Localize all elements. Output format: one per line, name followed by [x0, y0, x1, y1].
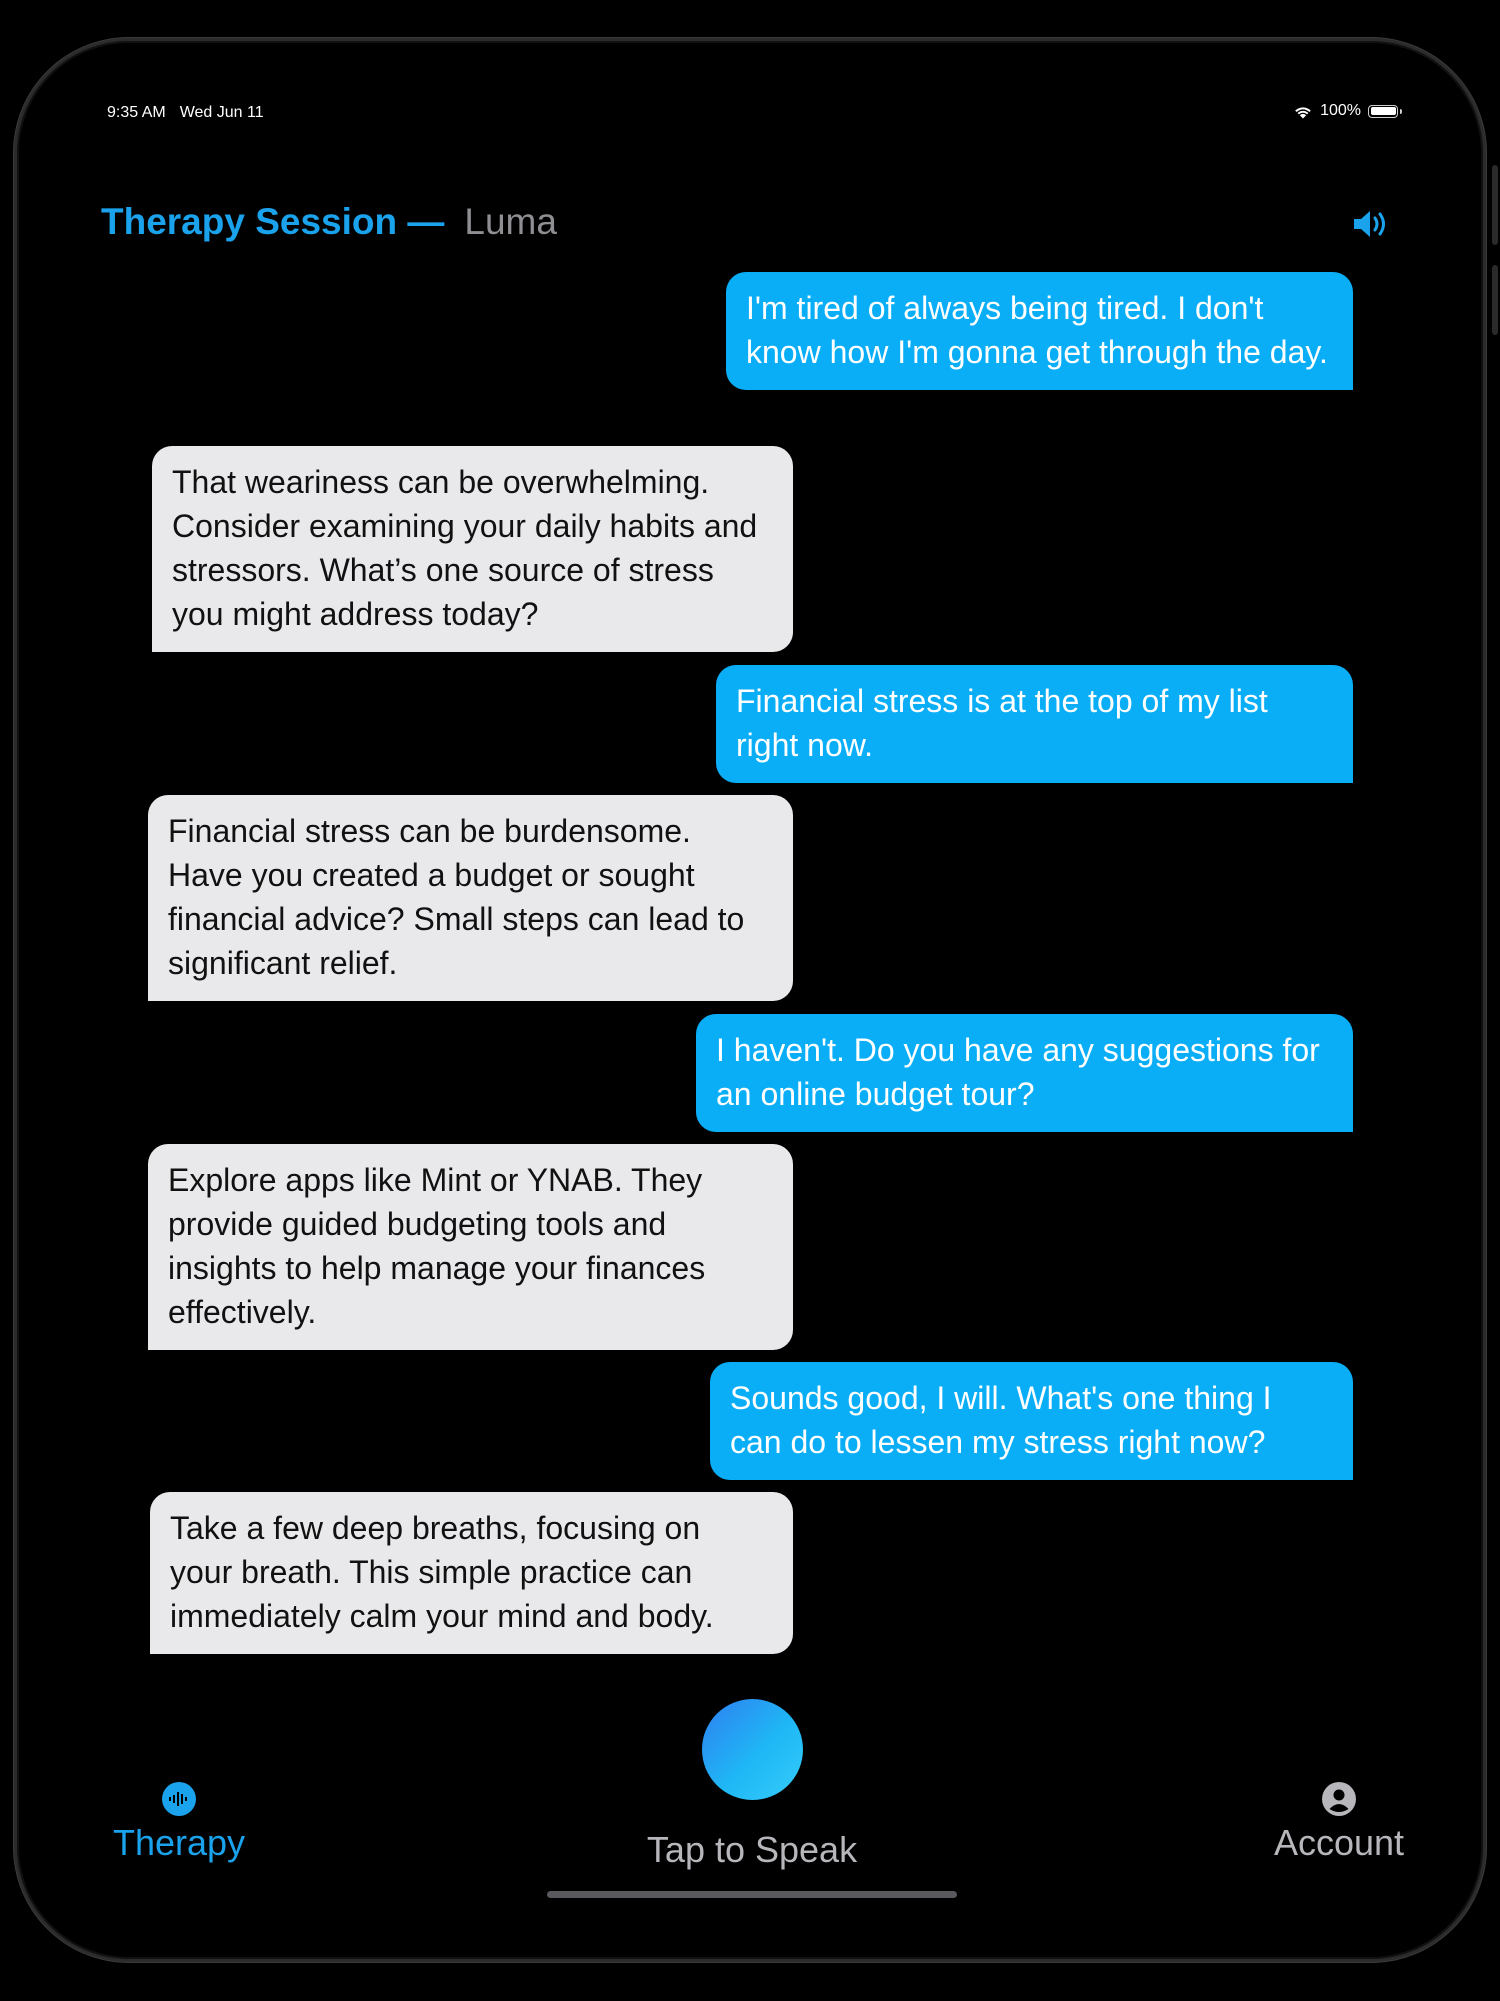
agent-name: Luma	[464, 201, 557, 242]
person-circle-icon	[1322, 1782, 1356, 1816]
waveform-icon	[162, 1782, 196, 1816]
tab-therapy-label: Therapy	[112, 1822, 246, 1863]
user-message: Sounds good, I will. What's one thing I can do to lessen my stress right now?	[710, 1362, 1353, 1480]
assistant-message: Take a few deep breaths, focusing on your breath. This simple practice can immediately calm your mind and body.	[150, 1492, 793, 1654]
battery-percent: 100%	[1320, 102, 1361, 119]
tab-therapy[interactable]	[109, 1782, 249, 1864]
assistant-message: That weariness can be overwhelming. Consider examining your daily habits and stressors. What’s one source of stress you might address today?	[152, 446, 793, 652]
user-message: I haven't. Do you have any suggestions for an online budget tour?	[696, 1014, 1353, 1132]
tab-account[interactable]	[1249, 1782, 1429, 1864]
assistant-message: Financial stress can be burdensome. Have you created a budget or sought financial advice? Small steps can lead to significant relief.	[148, 795, 793, 1001]
tap-to-speak-button[interactable]	[702, 1699, 803, 1800]
chat-thread[interactable]	[17, 41, 1483, 1959]
user-message: I'm tired of always being tired. I don't know how I'm gonna get through the day.	[726, 272, 1353, 390]
home-indicator[interactable]	[547, 1891, 957, 1898]
device-frame	[14, 38, 1486, 1962]
page-title: Therapy Session —	[101, 201, 445, 242]
power-button	[1492, 265, 1498, 335]
status-date: Wed Jun 11	[179, 104, 264, 121]
user-message: Financial stress is at the top of my list right now.	[716, 665, 1353, 783]
assistant-message: Explore apps like Mint or YNAB. They provide guided budgeting tools and insights to help manage your finances effectively.	[148, 1144, 793, 1350]
tab-account-label: Account	[1273, 1822, 1405, 1863]
volume-button	[1492, 165, 1498, 245]
status-clock: 9:35 AM	[107, 104, 166, 121]
tap-to-speak-label: Tap to Speak	[646, 1829, 858, 1870]
